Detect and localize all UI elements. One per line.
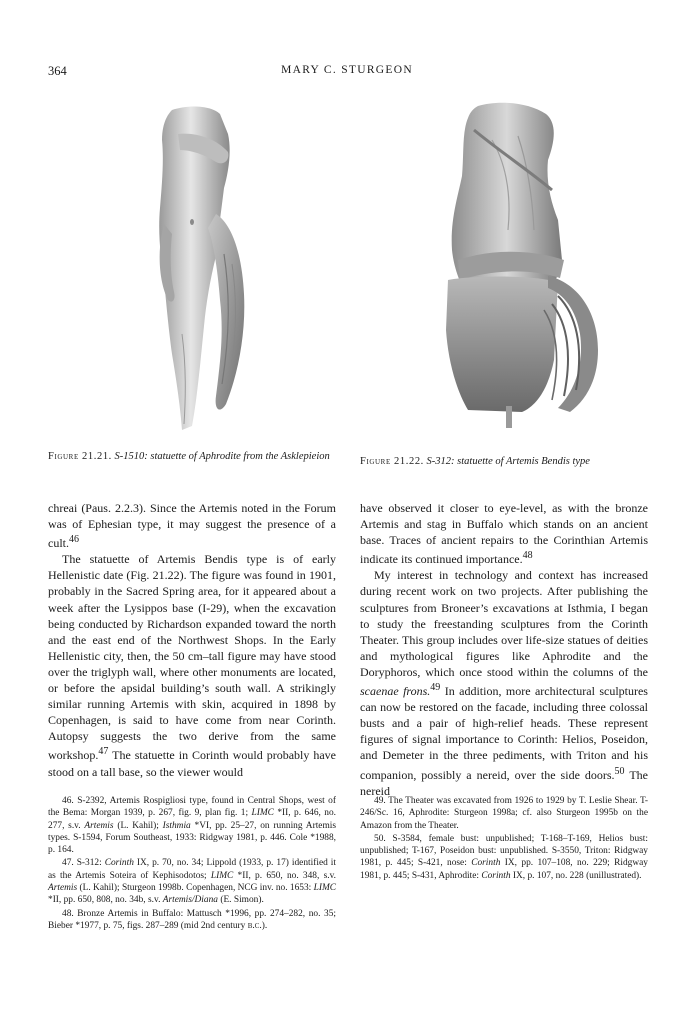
note-ref[interactable]: 49 (430, 682, 441, 694)
running-head (48, 64, 646, 82)
figure-artemis-photo (408, 100, 608, 430)
footnote-48-start: 48. Bronze Artemis in Buffalo: Mattusch *1996, pp. 274–282, no. 35; Bieber *1977, p. 75, figs. 287–289 (mid 2nd century b.c.). (48, 908, 336, 931)
aphrodite-statuette-image (120, 104, 270, 434)
page-number: 364 (48, 64, 67, 78)
figure-aphrodite-photo (120, 104, 270, 434)
body-paragraph: chreai (Paus. 2.2.3). Since the Artemis noted in the Forum was of Ephesian type, it may suggest the presence of a cult.$^{46}$ (48, 501, 336, 551)
body-column-left (48, 500, 336, 780)
body-paragraph: My interest in technology and context has increased during recent work on two projects. After publishing the sculptures from Broneer’s excavations at Isthmia, I began to study the freestanding sculptures from the Corinth Theater. This group includes over life-size statues of deities and mythological figures like Aphrodite and the Doryphoros, which once stood within the columns of the scaenae frons.$^{49}$ In addition, more architectural sculptures can now be restored on the facade, including three colossal busts and a pair of high-relief heads. These represent figures of signal importance to Corinth: Helios, Poseidon, and Demeter in the three pediments, with Triton and his companion, possibly a nereid, over the side doors.$^{50}$ The nereid (360, 568, 648, 798)
figure-label: Figure 21.22. (360, 456, 424, 467)
figure-caption-text: S-1510: statuette of Aphrodite from the Asklepieion (114, 451, 330, 462)
footnote-47: 47. S-312: Corinth IX, p. 70, no. 34; Lippold (1933, p. 17) identified it as the Artemis Soteira of Kephisodotos; LIMC *II, p. 650, no. 348, s.v. Artemis (L. Kahil); Sturgeon 1998b. Copenhagen, NCG inv. no. 1653: LIMC *II, pp. 650, 808, no. 34b, s.v. Artemis/Diana (E. Simon). (48, 858, 337, 906)
footnote-46: 46. S-2392, Artemis Rospigliosi type, found in Central Shops, west of the Bema: Morgan 1939, p. 267, fig. 9, plan fig. 1; LIMC *II, p. 646, no. 277, s.v. Artemis (L. Kahil); Isthmia *VI, pp. 25–27, on running Artemis types. S-1594, Forum Southeast, 1933: Ridgway 1981, p. 446. Cole *1988, p. 164. (48, 796, 337, 856)
running-title: MARY C. STURGEON (281, 64, 413, 76)
figure-caption-text: S-312: statuette of Artemis Bendis type (426, 456, 590, 467)
footnote-49: 49. The Theater was excavated from 1926 to 1929 by T. Leslie Shear. T-246/Sc. 16, Aphrodite: Sturgeon 1998a; cf. also Sturgeon 1995b on the Amazon from the Theater. (360, 796, 648, 831)
body-paragraph: The statuette of Artemis Bendis type is of early Hellenistic date (Fig. 21.22). The figure was found in 1901, probably in the Sacred Spring area, for it appeared about a week after the Lysippos base (I-29), when the excavation being conducted by Richardson expanded toward the north and the east end of the Northwest Shops. In the Early Hellenistic city, then, the 50 cm–tall figure may have stood over the triglyph wall, where other monuments are located, or before the apsidal building’s south wall. A strikingly similar running Artemis with skin, acquired in 1898 by Copenhagen, is said to have come from near Corinth. Autopsy suggests the two derive from the same workshop.$^{47}$ The statuette in Corinth would probably have stood on a tall base, so the viewer would (48, 552, 336, 779)
figure-21-22-caption (360, 455, 650, 469)
footnotes-left (48, 795, 336, 933)
figure-21-21-caption (48, 450, 338, 464)
artemis-statuette-image (408, 100, 608, 430)
body-column-right (360, 500, 648, 799)
figure-label: Figure 21.21. (48, 451, 112, 462)
note-ref[interactable]: 48 (522, 550, 533, 562)
note-ref[interactable]: 47 (98, 746, 109, 758)
footnotes-right (360, 795, 648, 883)
body-paragraph: have observed it closer to eye-level, as with the bronze Artemis and stag in Buffalo which stands on an ancient base. Traces of ancient repairs to the Corinthian Artemis indicate its continued importance.$^{48}$ (360, 501, 648, 567)
note-ref[interactable]: 50 (614, 765, 625, 777)
note-ref[interactable]: 46 (69, 534, 79, 546)
footnote-50: 50. S-3584, female bust: unpublished; T-168–T-169, Helios bust: unpublished; T-167, Poseidon bust: unpublished. S-3550, Triton: Ridgway 1981, p. 445; S-421, nose: Corinth IX, pp. 107–108, no. 229; Ridgway 1981, p. 445; S-431, Aphrodite: Corinth IX, p. 107, no. 228 (unillustrated). (360, 833, 648, 881)
